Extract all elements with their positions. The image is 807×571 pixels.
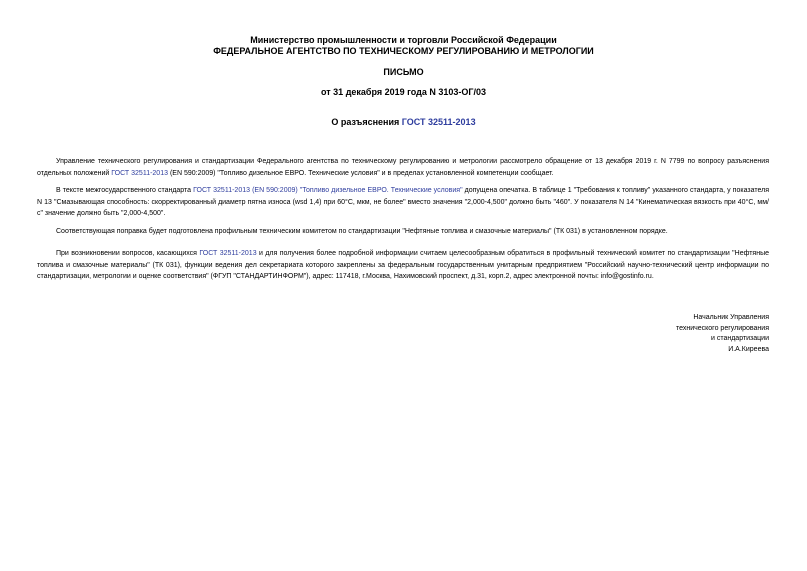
- signature-title-line-1: Начальник Управления: [693, 314, 769, 321]
- paragraph-4-text-b: и для получения более подробной информации считаем целесообразным обратиться в профильный технический комитет по стандартизации "Нефтяные топлива и смазочные материалы" (ТК 031), функции ведения дел секретариата которого закреплены за федеральным государственным унитарным предприятием "Российский научно-технический центр информации по стандартизации, метрологии и оценке соответствия" (ФГУП "СТАНДАРТИНФОРМ"), адрес: 117418, г.Москва, Нахимовский проспект, д.31, корп.2, адрес электронной почты: info@gostinfo.ru.: [37, 250, 769, 280]
- signatory-name: И.А.Киреева: [728, 345, 769, 353]
- document-date: от 31 декабря 2019 года N 3103-ОГ/03: [321, 87, 486, 97]
- paragraph-4-text-a: При возникновении вопросов, касающихся: [56, 250, 200, 257]
- paragraph-2: [37, 185, 769, 220]
- paragraph-1: [37, 156, 769, 179]
- paragraph-2-text-a: В тексте межгосударственного стандарта: [56, 187, 194, 194]
- paragraph-2-text-b: допущена опечатка. В таблице 1 "Требования к топливу" указанного стандарта, у показателя N 13 "Смазывающая способность: скорректированный диаметр пятна износа (wsd 1,4) при 60°С, мкм, не более" вместо значения "2,000-4,500" должно быть "460". У показателя N 14 "Кинематическая вязкость при 40°С, мм/с" значение должно быть "2,000-4,500".: [37, 187, 769, 217]
- signature-block: [569, 313, 769, 355]
- agency-name: ФЕДЕРАЛЬНОЕ АГЕНТСТВО ПО ТЕХНИЧЕСКОМУ РЕГУЛИРОВАНИЮ И МЕТРОЛОГИИ: [213, 46, 594, 56]
- paragraph-4: [37, 248, 769, 283]
- paragraph-1-text-b: (EN 590:2009) "Топливо дизельное ЕВРО. Технические условия" и в пределах установленной компетенции сообщает.: [168, 169, 554, 177]
- subject-prefix: О разъяснения: [331, 117, 402, 127]
- paragraph-2-gost-link[interactable]: ГОСТ 32511-2013 (EN 590:2009) "Топливо дизельное ЕВРО. Технические условия": [193, 187, 463, 194]
- document-type: ПИСЬМО: [383, 67, 424, 77]
- subject-gost-link[interactable]: ГОСТ 32511-2013: [401, 117, 476, 127]
- paragraph-1-gost-link[interactable]: ГОСТ 32511-2013: [111, 169, 168, 177]
- signature-title-line-2: технического регулирования: [675, 324, 769, 332]
- ministry-name: Министерство промышленности и торговли Российской Федерации: [250, 35, 557, 45]
- paragraph-3-text: Соответствующая поправка будет подготовлена профильным техническим комитетом по стандартизации "Нефтяные топлива и смазочные материалы" (ТК 031) в установленном порядке.: [56, 228, 668, 235]
- document-subject: [0, 116, 807, 128]
- paragraph-1-text-a: Управление технического регулирования и стандартизации Федерального агентства по техническому регулированию и метрологии рассмотрело обращение от 13 декабря 2019 г. N 7799 по вопросу разъяснения отдельных положений: [37, 158, 769, 177]
- signature-title-line-3: и стандартизации: [710, 335, 769, 342]
- paragraph-3: [37, 226, 769, 238]
- paragraph-4-gost-link[interactable]: ГОСТ 32511-2013: [199, 250, 257, 257]
